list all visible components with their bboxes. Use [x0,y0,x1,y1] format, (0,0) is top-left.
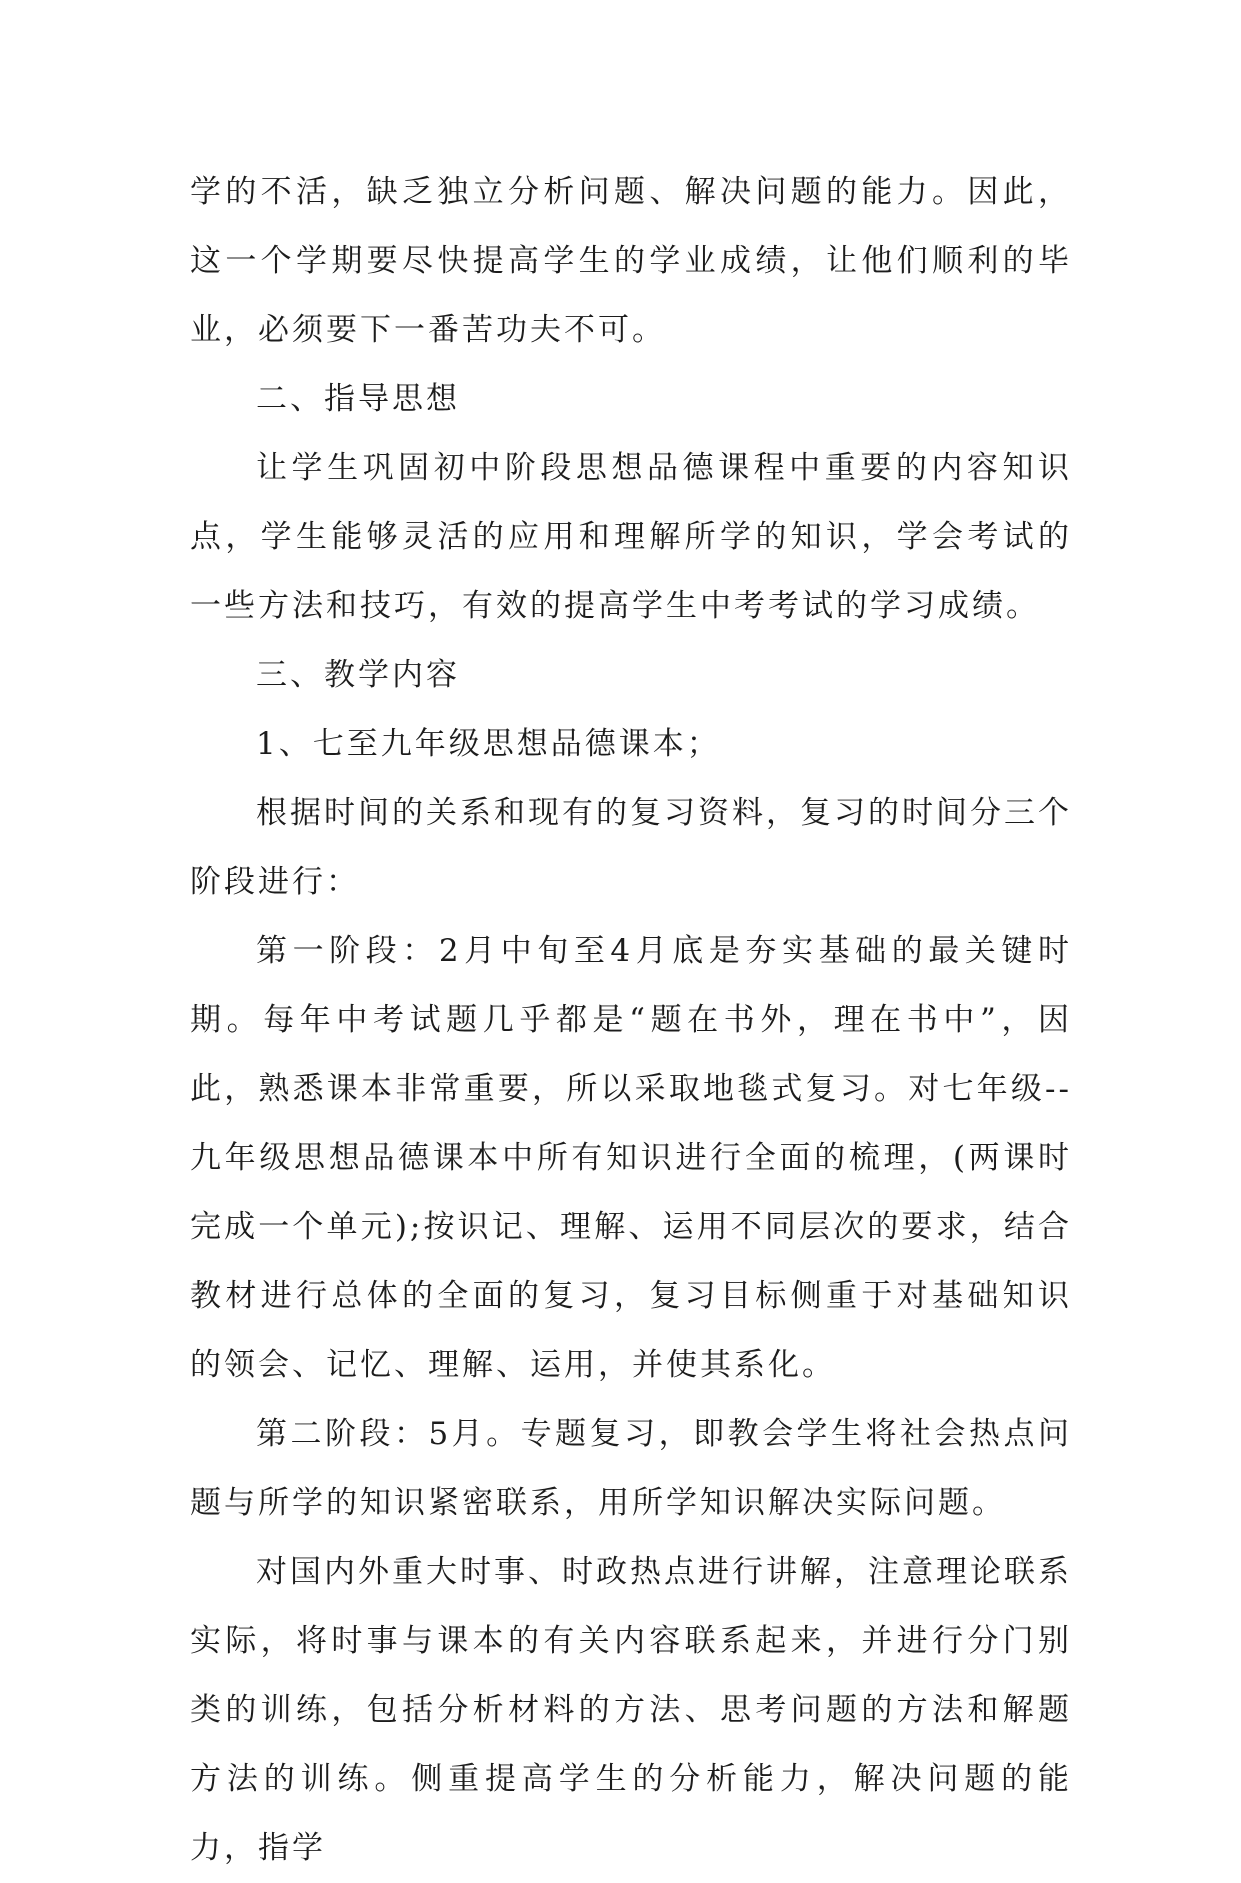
paragraph-guiding-thought: 让学生巩固初中阶段思想品德课程中重要的内容知识点，学生能够灵活的应用和理解所学的知识，学会考试的一些方法和技巧，有效的提高学生中考考试的学习成绩。 [190,450,1072,624]
document-body [190,158,1072,1883]
paragraph-current-affairs: 对国内外重大时事、时政热点进行讲解，注意理论联系实际，将时事与课本的有关内容联系起来，并进行分门别类的训练，包括分析材料的方法、思考问题的方法和解题方法的训练。侧重提高学生的分析能力，解决问题的能力，指学 [190,1554,1072,1866]
paragraph-stage-two: 第二阶段：5月。专题复习，即教会学生将社会热点问题与所学的知识紧密联系，用所学知识解决实际问题。 [190,1416,1072,1521]
section-heading-teaching-content: 三、教学内容 [256,657,460,693]
paragraph-stage-one: 第一阶段：2月中旬至4月底是夯实基础的最关键时期。每年中考试题几乎都是“题在书外，理在书中”，因此，熟悉课本非常重要，所以采取地毯式复习。对七年级--九年级思想品德课本中所有知识进行全面的梳理，(两课时完成一个单元);按识记、理解、运用不同层次的要求，结合教材进行总体的全面的复习，复习目标侧重于对基础知识的领会、记忆、理解、运用，并使其系化。 [190,933,1072,1383]
section-heading-guiding-thought: 二、指导思想 [256,381,460,417]
paragraph-review-stages: 根据时间的关系和现有的复习资料，复习的时间分三个阶段进行： [190,795,1072,900]
list-item-textbooks: 1、七至九年级思想品德课本； [256,726,721,762]
paragraph-continuation: 学的不活，缺乏独立分析问题、解决问题的能力。因此，这一个学期要尽快提高学生的学业成绩，让他们顺利的毕业，必须要下一番苦功夫不可。 [190,174,1072,348]
